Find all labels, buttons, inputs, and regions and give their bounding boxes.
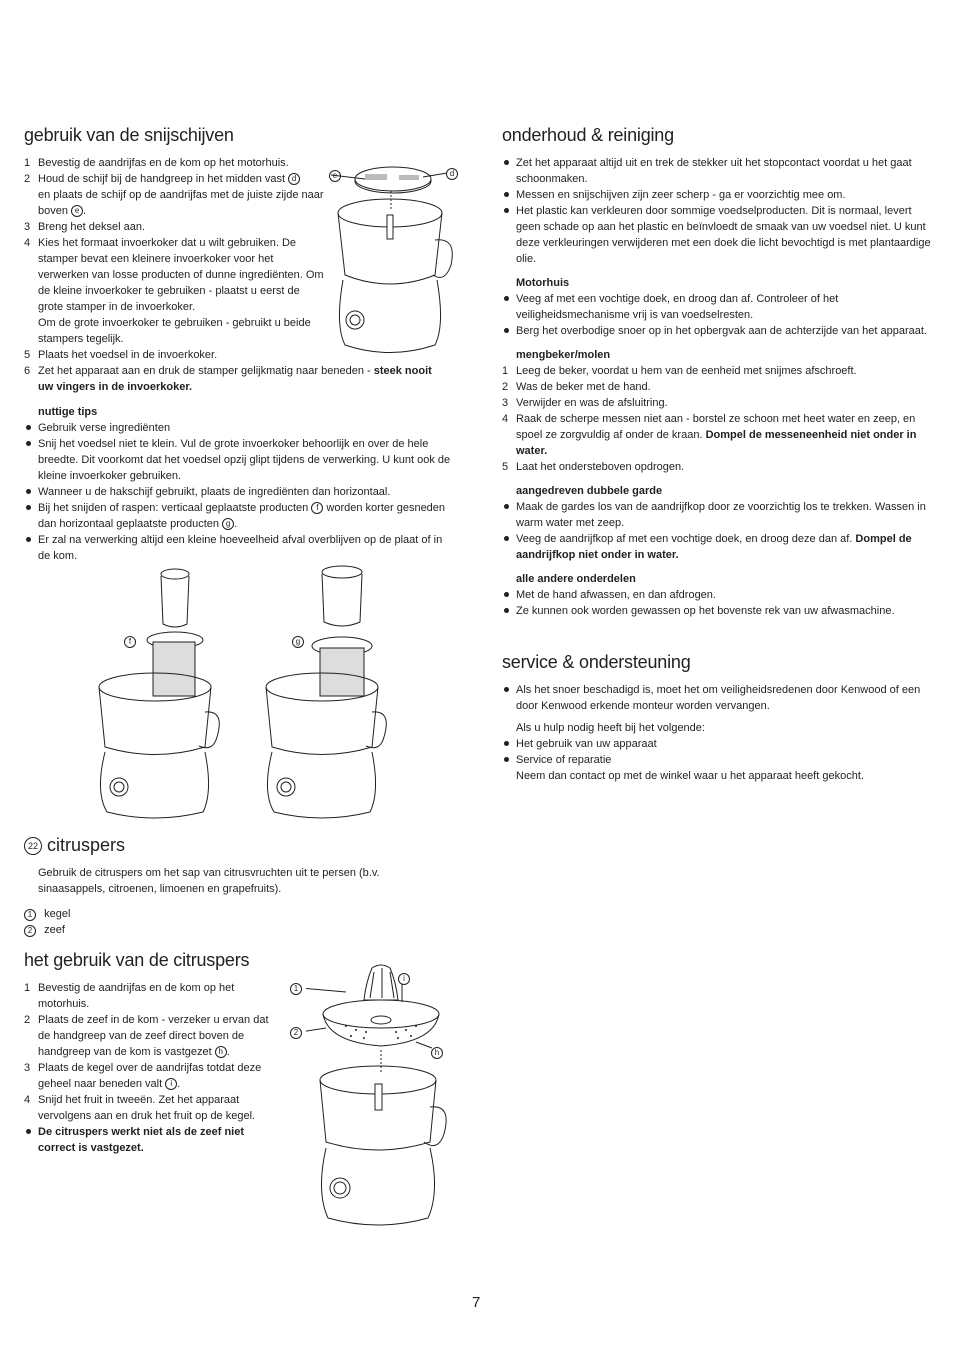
bullet-item: Messen en snijschijven zijn zeer scherp - ga er voorzichtig mee om. — [502, 187, 934, 203]
callout-1: 1 — [290, 981, 302, 997]
section-title-gebruik-citruspers: het gebruik van de citruspers — [24, 950, 250, 970]
tip-item: Gebruik verse ingrediënten — [24, 420, 456, 436]
service-end: Neem dan contact op met de winkel waar u het apparaat heeft gekocht. — [516, 770, 864, 782]
step-5: 5 Plaats het voedsel in de invoerkoker. — [24, 349, 218, 361]
callout-h: h — [431, 1045, 443, 1061]
bullet-item: Het plastic kan verkleuren door sommige voedselproducten. Dit is normaal, levert geen schade op aan het plastic en beïnvloedt de smaak van uw voedsel niet. U kunt deze verkleuringen verwijderen met een doek die licht bevochtigd is met plantaardige olie. — [502, 203, 934, 267]
callout-f: f — [124, 634, 136, 650]
step-1: 1 Bevestig de aandrijfas en de kom op het motorhuis. — [24, 157, 289, 169]
alle-title: alle andere onderdelen — [516, 573, 636, 585]
bullet-item: Als het snoer beschadigd is, moet het om veiligheidsredenen door Kenwood of een door Kenwood erkende monteur worden vervangen. — [502, 682, 934, 714]
bullet-item: Het gebruik van uw apparaat — [502, 736, 934, 752]
bullet-item: Service of reparatie — [502, 752, 934, 768]
tips-title: nuttige tips — [38, 406, 98, 418]
section-title-service: service & ondersteuning — [502, 652, 691, 672]
label-g-icon: g — [222, 518, 234, 530]
callout-d: d — [446, 166, 458, 182]
label-d-icon: d — [288, 173, 300, 185]
tip-item: Wanneer u de hakschijf gebruikt, plaats de ingrediënten dan horizontaal. — [24, 484, 456, 500]
tip-item: Bij het snijden of raspen: verticaal geplaatste producten f worden korter gesneden dan horizontaal geplaatste producten g . — [24, 500, 456, 532]
step-4: 4 Kies het formaat invoerkoker dat u wilt gebruiken. De stamper bevat een kleinere invoerkoker voor het verwerken van losse producten of dunne ingrediënten. Om de kleine invoerkoker te gebruiken - plaatst u eerst de grote stamper in de invoerkoker. Om de grote invoerkoker te gebruiken - gebruikt u beide stampers tegelijk. — [24, 237, 324, 345]
part-number-icon: 1 — [24, 909, 36, 921]
callout-2: 2 — [290, 1025, 302, 1041]
bullet-item: Met de hand afwassen, en dan afdrogen. — [502, 587, 934, 603]
snijschijven-steps — [24, 155, 324, 363]
label-e-icon: e — [71, 205, 83, 217]
callout-i: i — [398, 971, 410, 987]
number-22-icon: 22 — [24, 837, 42, 855]
callout-e: e — [329, 168, 341, 184]
bullet-item: Ze kunnen ook worden gewassen op het bovenste rek van uw afwasmachine. — [502, 603, 934, 619]
bullet-item: Zet het apparaat altijd uit en trek de stekker uit het stopcontact voordat u het gaat schoonmaken. — [502, 155, 934, 187]
label-i-icon: i — [165, 1078, 177, 1090]
service-block — [502, 682, 934, 784]
label-f-icon: f — [311, 502, 323, 514]
step-2: 2 Houd de schijf bij de handgreep in het midden vast d en plaats de schijf op de aandrijfas met de juiste zijde naar boven e . — [24, 173, 324, 217]
tips-block — [24, 404, 456, 564]
section-title-onderhoud: onderhoud & reiniging — [502, 125, 674, 145]
callout-g: g — [292, 634, 304, 650]
citrus-steps: 1 Bevestig de aandrijfas en de kom op het motorhuis. 2 Plaats de zeef in de kom - verzeker u ervan dat de handgreep van de zeef direct boven de handgreep van de kom is vastgezet h . 3 Plaats de kegel over de aandrijfas totdat deze geheel naar beneden valt i . 4 Snijd het fruit in tweeën. Zet het apparaat vervolgens aan en druk het fruit op de kegel. De citruspers werkt niet als de zeef niet correct is vastgezet. — [24, 980, 274, 1156]
step-3: 3 Breng het deksel aan. — [24, 221, 146, 233]
part-number-icon: 2 — [24, 925, 36, 937]
step-6: 6 Zet het apparaat aan en druk de stamper gelijkmatig naar beneden - steek nooit uw vingers in de invoerkoker. — [24, 365, 432, 393]
garde-title: aangedreven dubbele garde — [516, 485, 663, 497]
section-title-citruspers: 22 citruspers — [24, 835, 125, 856]
food-processor-feed-tube-illustration-g — [262, 562, 392, 832]
onderhoud-block: Zet het apparaat altijd uit en trek de stekker uit het stopcontact voordat u het gaat schoonmaken. Messen en snijschijven zijn zeer scherp - ga er voorzichtig mee om. Het plastic kan verkleuren door sommige voedselproducten. Dit is normaal, levert geen schade op aan het plastic en beïnvloedt de smaak van uw voedsel niet. U kunt deze verkleuringen verwijderen met een doek die licht bevochtigd is met plantaardige olie. Motorhuis Veeg af met een vochtige doek, en droog dan af. Controleer of het veiligheidsmechanisme vrij is van voedselresten. Berg het overbodige snoer op in het opbergvak aan de achterzijde van het apparaat. mengbeker/molen 1 Leeg de beker, voordat u hem van de eenheid met snijmes afschroeft. 2 Was de beker met de hand. 3 Verwijder en was de afsluitring. 4 Raak de scherpe messen niet aan - borstel ze schoon met heet water en zeep, en spoel ze zorgvuldig af onder de kraan. Dompel de messeneenheid niet onder in water. 5 Laat het ondersteboven opdrogen. aangedreven dubbele garde Maak de gardes los van de aandrijfkop door ze voorzichtig los te trekken. Wassen in warm water met zeep. Veeg de aandrijfkop af met een vochtige doek, en droog deze dan af. Dompel de aandrijfkop niet onder in water. alle andere onderdelen Met de hand afwassen, en dan afdrogen. Ze kunnen ook worden gewassen op het bovenste rek van uw afwasmachine. — [502, 155, 934, 619]
bullet-item: Berg het overbodige snoer op in het opbergvak aan de achterzijde van het apparaat. — [502, 323, 934, 339]
section-title-snijschijven: gebruik van de snijschijven — [24, 125, 234, 145]
bullet-item: Veeg af met een vochtige doek, en droog dan af. Controleer of het veiligheidsmechanisme vrij is van voedselresten. — [502, 291, 934, 323]
bullet-item: Veeg de aandrijfkop af met een vochtige doek, en droog deze dan af. Dompel de aandrijfkop niet onder in water. — [502, 531, 934, 563]
parts-list: 1 kegel 2 zeef — [24, 906, 224, 938]
page-number: 7 — [472, 1294, 481, 1311]
bullet-item: Maak de gardes los van de aandrijfkop door ze voorzichtig los te trekken. Wassen in warm water met zeep. — [502, 499, 934, 531]
food-processor-feed-tube-illustration-f — [95, 562, 225, 832]
tip-item: Er zal na verwerking altijd een kleine hoeveelheid afval overblijven op de plaat of in de kom. — [24, 532, 456, 564]
citrus-press-illustration — [306, 962, 456, 1252]
food-processor-disc-illustration — [325, 155, 465, 365]
citrus-intro: Gebruik de citruspers om het sap van citrusvruchten uit te persen (b.v. sinaasappels, citroenen, limoenen en grapefruits). — [38, 867, 380, 895]
motorhuis-title: Motorhuis — [516, 277, 570, 289]
tip-item: Snij het voedsel niet te klein. Vul de grote invoerkoker behoorlijk en over de hele breedte. Dit voorkomt dat het voedsel opzij glipt tijdens de verwerking. U kunt ook de kleine invoerkoker gebruiken. — [24, 436, 456, 484]
mengbeker-title: mengbeker/molen — [516, 349, 611, 361]
service-intro: Als u hulp nodig heeft bij het volgende: — [516, 722, 705, 734]
label-h-icon: h — [215, 1046, 227, 1058]
